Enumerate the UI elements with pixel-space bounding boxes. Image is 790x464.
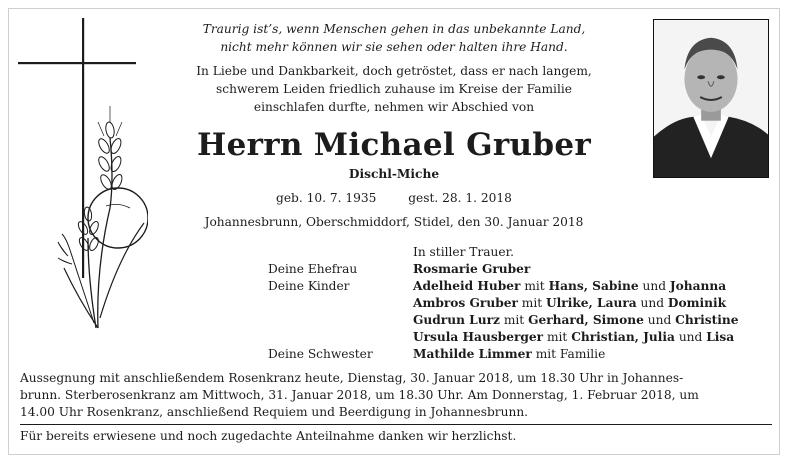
mourner-name: Gudrun Lurz: [413, 313, 500, 327]
mourner-names: [413, 312, 768, 329]
mourner-row: [268, 295, 768, 312]
intro-line: schwerem Leiden friedlich zuhause im Kreise der Familie: [216, 82, 572, 96]
cross-with-wheat-icon: [18, 18, 148, 338]
funeral-info: [20, 370, 772, 421]
funeral-line: brunn. Sterberosenkranz am Mittwoch, 31. Januar 2018, um 18.30 Uhr. Am Donnerstag, 1. Februar 2018, um: [20, 388, 699, 402]
mourner-names: [413, 329, 768, 346]
poem-line: Traurig ist’s, wenn Menschen gehen in das unbekannte Land,: [202, 22, 586, 36]
deceased-nickname: Dischl-Miche: [348, 167, 440, 181]
place-and-date: Johannesbrunn, Oberschmiddorf, Stidel, den 30. Januar 2018: [204, 215, 584, 229]
mourner-name: Gerhard, Simone: [528, 313, 644, 327]
connector-text: und: [636, 296, 668, 310]
relation-label: [268, 295, 413, 312]
mourner-names: [413, 261, 768, 278]
connector-text: und: [674, 330, 707, 344]
relation-label: [268, 312, 413, 329]
birth-date: geb. 10. 7. 1935: [276, 191, 377, 205]
mourner-row: [268, 261, 768, 278]
relation-label: Deine Kinder: [268, 279, 350, 293]
life-dates: [166, 189, 622, 207]
mourner-row: [268, 312, 768, 329]
funeral-line: Aussegnung mit anschließendem Rosenkranz heute, Dienstag, 30. Januar 2018, um 18.30 Uhr in Johannes-: [20, 371, 684, 385]
mourner-names: [413, 346, 768, 363]
poem-line: nicht mehr können wir sie sehen oder halten ihre Hand.: [220, 40, 568, 54]
mourner-name: Ursula Hausberger: [413, 330, 544, 344]
mourner-name: Christian, Julia: [571, 330, 675, 344]
mourner-name: Rosmarie Gruber: [413, 262, 531, 276]
mourner-names: [413, 278, 768, 295]
deceased-name: Herrn Michael Gruber: [197, 127, 591, 163]
poem-quote: [166, 20, 622, 56]
portrait-photo: [653, 19, 769, 178]
mourner-names: [413, 295, 768, 312]
connector-text: mit: [517, 296, 547, 310]
mourner-name: Mathilde Limmer: [413, 347, 532, 361]
mourner-name: Christine: [675, 313, 739, 327]
mourner-name: Adelheid Huber: [413, 279, 521, 293]
connector-text: und: [643, 313, 676, 327]
death-date: gest. 28. 1. 2018: [408, 191, 512, 205]
divider: [20, 424, 772, 425]
connector-text: mit: [520, 279, 549, 293]
relation-label: [268, 329, 413, 346]
mourner-row: [268, 346, 768, 363]
relation-label: Deine Schwester: [268, 347, 373, 361]
mourner-row: [268, 329, 768, 346]
mourner-name: Lisa: [706, 330, 735, 344]
connector-text: mit Familie: [531, 347, 606, 361]
mourner-name: Dominik: [667, 296, 727, 310]
mourner-row: [268, 278, 768, 295]
mourner-name: Ambros Gruber: [413, 296, 518, 310]
mourners-list: [268, 244, 768, 363]
relation-label: Deine Ehefrau: [268, 262, 358, 276]
mourner-name: Ulrike, Laura: [546, 296, 637, 310]
connector-text: mit: [543, 330, 572, 344]
intro-line: In Liebe und Dankbarkeit, doch getröstet, dass er nach langem,: [196, 64, 592, 78]
funeral-line: 14.00 Uhr Rosenkranz, anschließend Requiem und Beerdigung in Johannesbrunn.: [20, 405, 529, 419]
thanks-text: Für bereits erwiesene und noch zugedachte Anteilnahme danken wir herzlichst.: [20, 429, 517, 443]
mourning-heading: In stiller Trauer.: [413, 245, 514, 259]
connector-text: mit: [499, 313, 529, 327]
intro-line: einschlafen durfte, nehmen wir Abschied von: [253, 100, 535, 114]
connector-text: und: [638, 279, 670, 293]
mourner-name: Hans, Sabine: [548, 279, 639, 293]
mourner-name: Johanna: [669, 279, 727, 293]
intro-text: [166, 62, 622, 116]
